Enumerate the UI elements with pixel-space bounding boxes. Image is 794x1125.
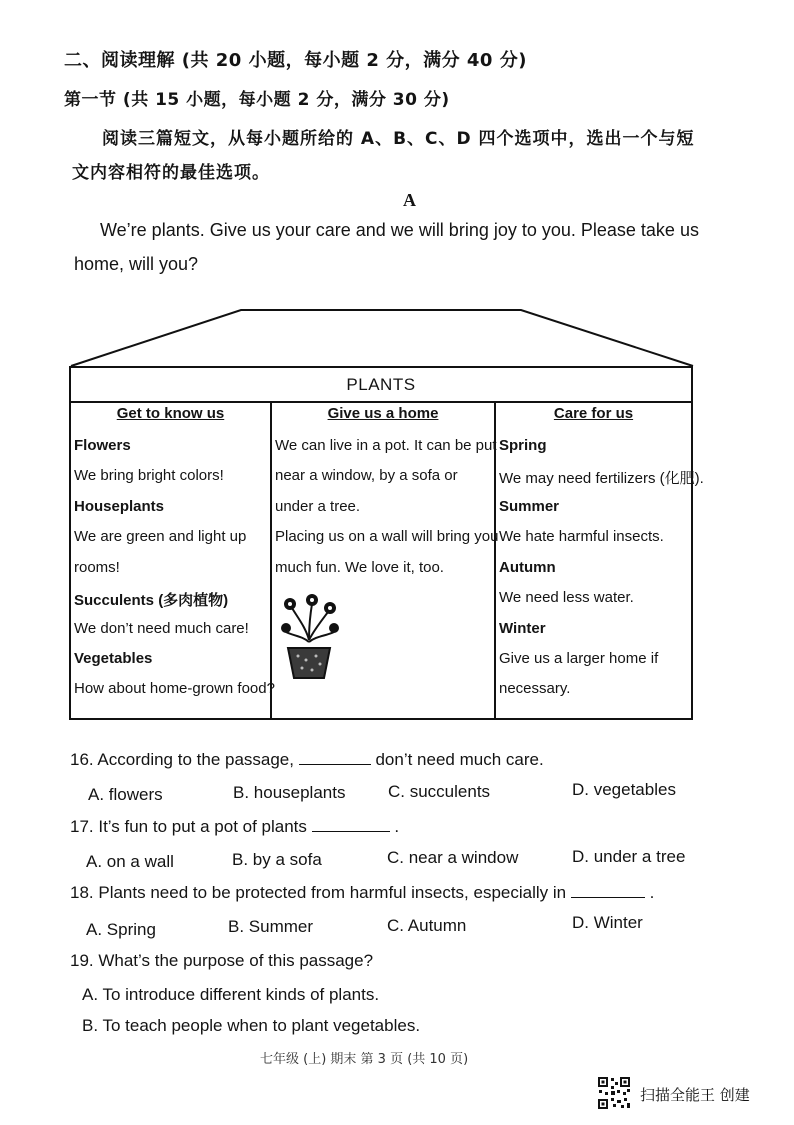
- option-18-a: A. Spring: [86, 920, 156, 939]
- scanner-watermark: 扫描全能王 创建: [640, 1086, 750, 1104]
- column-line: We don’t need much care!: [74, 620, 249, 637]
- column-line: necessary.: [499, 680, 571, 697]
- column-line: We hate harmful insects.: [499, 528, 664, 545]
- question-16: [70, 750, 544, 770]
- column-heading: Give us a home: [327, 405, 439, 422]
- column-line: under a tree.: [275, 498, 361, 515]
- column-line: Flowers: [74, 437, 131, 454]
- column-line: Give us a larger home if: [499, 650, 659, 667]
- house-roof-icon: [69, 308, 695, 368]
- option-16-b: B. houseplants: [233, 783, 346, 802]
- question-17: [70, 817, 399, 837]
- column-line: We can live in a pot. It can be put: [275, 437, 497, 454]
- column-heading: Get to know us: [116, 405, 225, 422]
- option-18-b: B. Summer: [228, 917, 314, 936]
- option-19-a: A. To introduce different kinds of plants.: [82, 985, 380, 1004]
- answer-blank: [571, 883, 645, 898]
- question-stem: 16. According to the passage,: [70, 750, 294, 769]
- option-18-d: D. Winter: [572, 913, 643, 932]
- option-17-b: B. by a sofa: [232, 850, 322, 869]
- passage-letter: A: [403, 190, 416, 210]
- column-get-to-know-us: [71, 401, 275, 718]
- column-line: Vegetables: [74, 650, 153, 667]
- option-18-c: C. Autumn: [387, 916, 467, 935]
- instruction-line-2: 文内容相符的最佳选项。: [72, 163, 270, 183]
- section-subtitle: 第一节 (共 15 小题，每小题 2 分，满分 30 分): [64, 90, 450, 110]
- option-17-c: C. near a window: [387, 848, 519, 867]
- column-line: We bring bright colors!: [74, 467, 224, 484]
- column-line: Houseplants: [74, 498, 165, 515]
- column-line: How about home-grown food?: [74, 680, 275, 697]
- column-line: rooms!: [74, 559, 120, 576]
- question-stem-end: don’t need much care.: [375, 750, 544, 769]
- column-line: Winter: [499, 620, 546, 637]
- passage-intro-line-2: home, will you?: [74, 254, 199, 274]
- answer-blank: [312, 817, 390, 832]
- option-16-a: A. flowers: [88, 785, 163, 804]
- column-line: Spring: [499, 437, 547, 454]
- option-16-d: D. vegetables: [572, 780, 676, 799]
- instruction-line-1: 阅读三篇短文，从每小题所给的 A、B、C、D 四个选项中，选出一个与短: [102, 129, 695, 149]
- column-line: We may need fertilizers (化肥).: [499, 470, 704, 487]
- option-17-a: A. on a wall: [86, 852, 174, 871]
- column-line: Summer: [499, 498, 560, 515]
- page-number: 七年级 (上) 期末 第 3 页 (共 10 页): [260, 1052, 469, 1067]
- option-16-c: C. succulents: [388, 782, 491, 801]
- question-stem-end: .: [394, 817, 400, 836]
- qr-code-icon: [597, 1076, 631, 1110]
- answer-blank: [299, 750, 371, 765]
- column-line: Autumn: [499, 559, 556, 576]
- column-line: We are green and light up: [74, 528, 247, 545]
- column-care-for-us: [496, 401, 704, 718]
- question-19: 19. What’s the purpose of this passage?: [70, 951, 374, 970]
- passage-intro-line-1: We’re plants. Give us your care and we will bring joy to you. Please take us: [100, 220, 699, 240]
- section-title: 二、阅读理解 (共 20 小题，每小题 2 分，满分 40 分): [64, 50, 527, 71]
- column-line: Placing us on a wall will bring you: [275, 528, 499, 545]
- question-stem: 17. It’s fun to put a pot of plants: [70, 817, 307, 836]
- column-line: near a window, by a sofa or: [275, 467, 458, 484]
- question-stem-end: .: [649, 883, 655, 902]
- potted-plant-icon: [276, 590, 342, 682]
- option-19-b: B. To teach people when to plant vegetables.: [82, 1016, 421, 1035]
- column-heading: Care for us: [553, 405, 634, 422]
- column-line: much fun. We love it, too.: [275, 559, 444, 576]
- plants-table: [69, 366, 704, 720]
- table-title: PLANTS: [71, 368, 691, 403]
- question-18: [70, 883, 654, 903]
- column-line: We need less water.: [499, 589, 634, 606]
- option-17-d: D. under a tree: [572, 847, 686, 866]
- column-line: Succulents (多肉植物): [74, 592, 229, 609]
- question-stem: 18. Plants need to be protected from harmful insects, especially in: [70, 883, 567, 902]
